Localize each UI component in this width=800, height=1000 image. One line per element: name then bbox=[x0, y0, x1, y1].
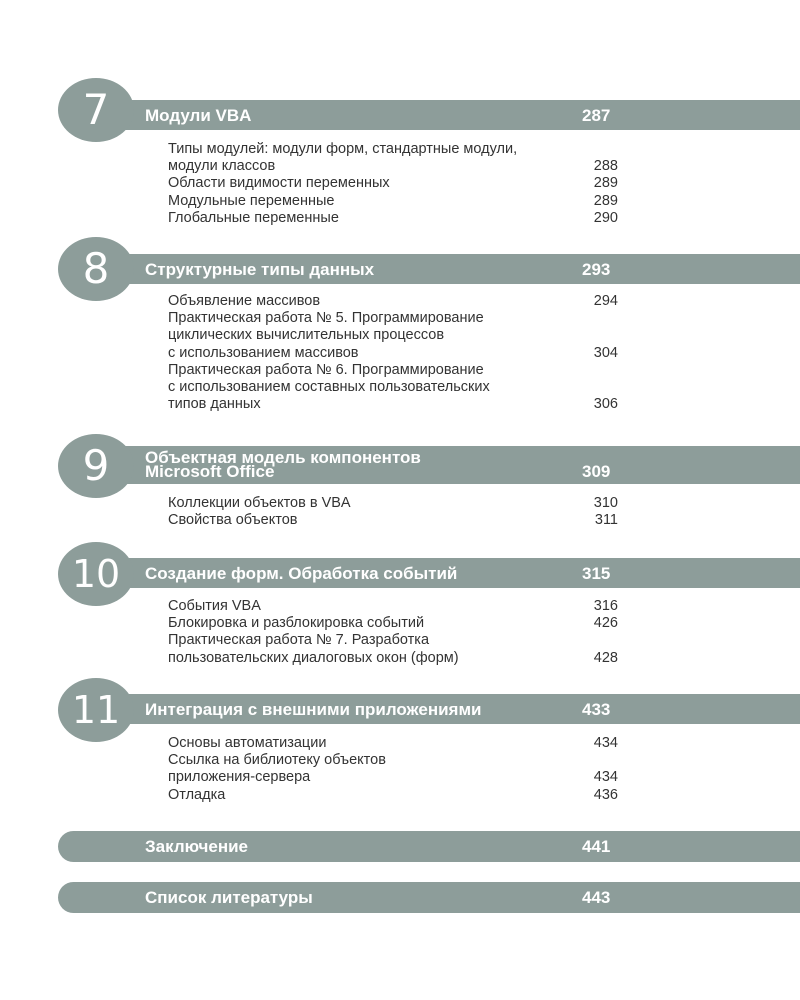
chapter-page: 309 bbox=[582, 462, 611, 481]
entry-page: 294 bbox=[593, 293, 618, 309]
entry-title: Модульные переменные bbox=[168, 192, 335, 209]
toc-entry[interactable] bbox=[168, 735, 628, 752]
chapter-number: 9 bbox=[58, 434, 134, 498]
chapter-entries bbox=[168, 598, 628, 667]
entry-page: 434 bbox=[593, 735, 618, 751]
toc-entry[interactable] bbox=[168, 495, 628, 512]
entry-page: 290 bbox=[593, 209, 618, 226]
toc-entry[interactable] bbox=[168, 141, 628, 175]
toc-entry[interactable] bbox=[168, 632, 628, 666]
chapter-page: 433 bbox=[582, 700, 611, 719]
toc-entry[interactable] bbox=[168, 787, 628, 804]
entry-title: События VBA bbox=[168, 598, 261, 614]
bibliography-title: Список литературы bbox=[145, 888, 313, 907]
toc-entry[interactable] bbox=[168, 193, 628, 210]
entry-title: Основы автоматизации bbox=[168, 735, 327, 751]
chapter-number: 8 bbox=[58, 237, 134, 301]
entry-page: 436 bbox=[593, 786, 618, 803]
entry-page: 288 bbox=[593, 158, 618, 175]
toc-entry[interactable] bbox=[168, 752, 628, 786]
chapter-page: 293 bbox=[582, 260, 611, 279]
entry-page: 316 bbox=[593, 598, 618, 614]
entry-title: Блокировка и разблокировка событий bbox=[168, 615, 425, 632]
entry-title: Области видимости переменных bbox=[168, 175, 390, 192]
entry-page: 304 bbox=[593, 344, 618, 361]
entry-title: Глобальные переменные bbox=[168, 209, 339, 226]
entry-title: Отладка bbox=[168, 786, 226, 803]
toc-entry[interactable] bbox=[168, 615, 628, 632]
entry-title: Коллекции объектов в VBA bbox=[168, 495, 351, 511]
chapter-page: 315 bbox=[582, 564, 611, 583]
entry-title: Ссылка на библиотеку объектов приложения-сервера bbox=[168, 752, 386, 786]
chapter-title[interactable]: Интеграция с внешними приложениями bbox=[145, 700, 482, 719]
entry-page: 306 bbox=[593, 396, 618, 413]
chapter-number: 11 bbox=[58, 678, 134, 742]
conclusion-page: 441 bbox=[582, 837, 611, 856]
entry-title: Практическая работа № 7. Разработка пользовательских диалоговых окон (форм) bbox=[168, 632, 459, 666]
entry-page: 428 bbox=[593, 649, 618, 666]
entry-page: 434 bbox=[593, 769, 618, 786]
bibliography-page: 443 bbox=[582, 888, 611, 907]
entry-title: Практическая работа № 6. Программирование с использованием составных пользовательских типов данных bbox=[168, 361, 490, 413]
entry-title: Практическая работа № 5. Программирование циклических вычислительных процессов с использованием массивов bbox=[168, 310, 484, 361]
chapter-title-line-1[interactable]: Объектная модель компонентов bbox=[145, 448, 421, 467]
bibliography-section[interactable] bbox=[58, 882, 800, 913]
chapter-number: 7 bbox=[58, 78, 134, 142]
entry-title: Объявление массивов bbox=[168, 293, 321, 309]
entry-page: 426 bbox=[593, 615, 618, 632]
chapter-page: 287 bbox=[582, 106, 611, 125]
toc-entry[interactable] bbox=[168, 293, 628, 310]
chapter-title[interactable]: Создание форм. Обработка событий bbox=[145, 564, 458, 583]
toc-entry[interactable] bbox=[168, 512, 628, 529]
conclusion-title: Заключение bbox=[145, 837, 248, 856]
chapter-title-line-2[interactable]: Microsoft Office bbox=[145, 462, 275, 481]
entry-page: 311 bbox=[594, 512, 618, 529]
chapter-title[interactable]: Модули VBA bbox=[145, 106, 252, 125]
entry-title: Типы модулей: модули форм, стандартные модули, модули классов bbox=[168, 141, 518, 175]
toc-entry[interactable] bbox=[168, 598, 628, 615]
chapter-entries bbox=[168, 141, 628, 227]
toc-entry[interactable] bbox=[168, 210, 628, 227]
toc-entry[interactable] bbox=[168, 310, 628, 362]
chapter-title[interactable]: Структурные типы данных bbox=[145, 260, 375, 279]
chapter-entries bbox=[168, 735, 628, 804]
toc-entry[interactable] bbox=[168, 175, 628, 192]
chapter-entries bbox=[168, 495, 628, 529]
entry-page: 289 bbox=[593, 175, 618, 192]
chapter-number: 10 bbox=[58, 542, 134, 606]
conclusion-section[interactable] bbox=[58, 831, 800, 862]
toc-entry[interactable] bbox=[168, 362, 628, 414]
entry-title: Свойства объектов bbox=[168, 512, 298, 529]
entry-page: 289 bbox=[593, 192, 618, 209]
entry-page: 310 bbox=[593, 495, 618, 511]
chapter-entries bbox=[168, 293, 628, 413]
